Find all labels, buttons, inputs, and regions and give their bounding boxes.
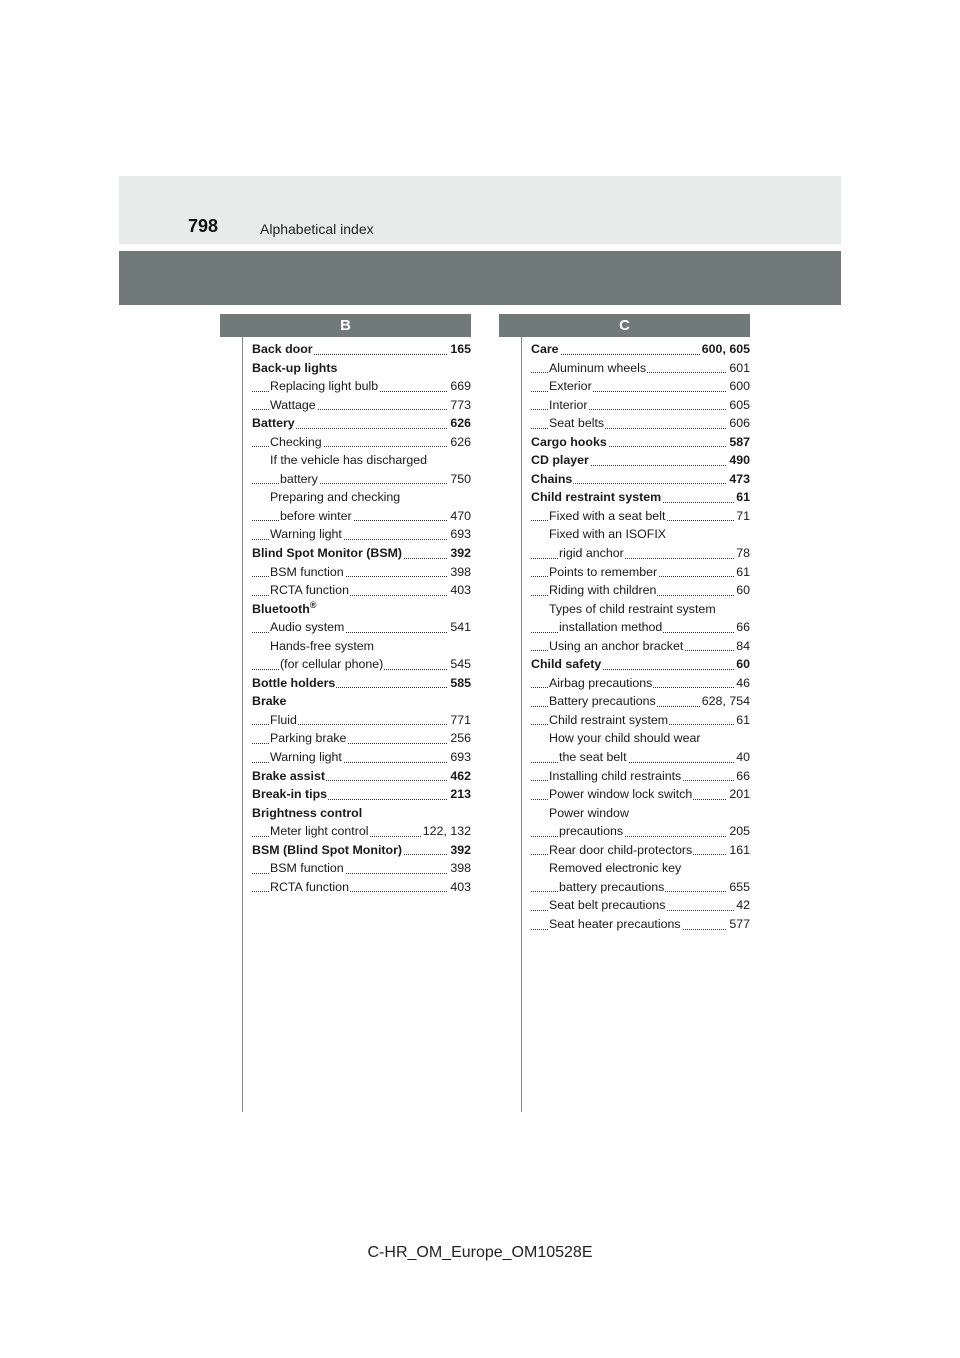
- page-reference[interactable]: 403: [448, 581, 471, 600]
- index-entry: [252, 451, 471, 470]
- page-reference[interactable]: 693: [448, 748, 471, 767]
- page-reference[interactable]: 605: [727, 396, 750, 415]
- page-reference[interactable]: 42: [734, 896, 750, 915]
- header-band: [119, 176, 841, 244]
- index-term: Break-in tips: [252, 787, 328, 802]
- index-entry: [531, 600, 750, 619]
- page-reference[interactable]: 71: [734, 507, 750, 526]
- index-entry: [252, 414, 471, 433]
- page-reference[interactable]: 40: [734, 748, 750, 767]
- page-reference[interactable]: 60: [734, 655, 750, 674]
- page-reference[interactable]: 398: [448, 859, 471, 878]
- index-term: Brake: [252, 694, 287, 709]
- index-entry: [531, 414, 750, 433]
- index-term: RCTA function: [270, 879, 349, 894]
- page-reference[interactable]: 600, 605: [700, 340, 750, 359]
- index-entry: [252, 396, 471, 415]
- index-entry: [531, 655, 750, 674]
- index-term: Brightness control: [252, 805, 363, 820]
- index-term: Points to remember: [549, 564, 658, 579]
- index-entry: [252, 804, 471, 823]
- index-term: RCTA function: [270, 583, 349, 598]
- page-reference[interactable]: 473: [727, 470, 750, 489]
- index-entry: [252, 674, 471, 693]
- index-term: Checking: [270, 434, 322, 449]
- page-reference[interactable]: 541: [448, 618, 471, 637]
- index-entry: [531, 340, 750, 359]
- page-reference[interactable]: 626: [448, 414, 471, 433]
- index-term: Fixed with a seat belt: [549, 508, 666, 523]
- index-term: Warning light: [270, 750, 342, 765]
- index-entry: [531, 525, 750, 544]
- index-entry: [531, 878, 750, 897]
- index-term: Seat belts: [549, 416, 605, 431]
- index-term: Installing child restraints: [549, 768, 682, 783]
- page-reference[interactable]: 84: [734, 637, 750, 656]
- page-reference[interactable]: 545: [448, 655, 471, 674]
- column-divider-b: [242, 337, 243, 1112]
- index-entry: [252, 655, 471, 674]
- index-term: Aluminum wheels: [549, 360, 647, 375]
- index-term: installation method: [559, 620, 663, 635]
- index-term: Rear door child-protectors: [549, 842, 693, 857]
- letter-tab-c: C: [499, 314, 750, 337]
- index-term: rigid anchor: [559, 546, 624, 561]
- index-entry: [531, 470, 750, 489]
- column-divider-c: [521, 337, 522, 1112]
- page-reference[interactable]: 256: [448, 729, 471, 748]
- index-term: Fluid: [270, 712, 297, 727]
- index-term: Riding with children: [549, 583, 657, 598]
- index-entry: [531, 637, 750, 656]
- index-term: Wattage: [270, 397, 316, 412]
- index-term: Types of child restraint system: [549, 601, 716, 616]
- index-entry: [531, 359, 750, 378]
- index-entry: [252, 525, 471, 544]
- page-reference[interactable]: 600: [727, 377, 750, 396]
- index-entry: [531, 711, 750, 730]
- index-entry: [252, 507, 471, 526]
- index-entry: [252, 637, 471, 656]
- index-entry: [252, 600, 471, 619]
- index-entry: [531, 507, 750, 526]
- index-entry: [252, 581, 471, 600]
- index-entry: [531, 729, 750, 748]
- page-reference[interactable]: 669: [448, 377, 471, 396]
- index-entry: [531, 896, 750, 915]
- index-term: BSM function: [270, 861, 344, 876]
- index-entry: [531, 785, 750, 804]
- page-reference[interactable]: 61: [734, 563, 750, 582]
- page-reference[interactable]: 201: [727, 785, 750, 804]
- index-entry: [531, 396, 750, 415]
- index-term-wrap: [252, 599, 317, 616]
- index-entry: [531, 748, 750, 767]
- page-reference[interactable]: 771: [448, 711, 471, 730]
- index-term: Child restraint system: [549, 712, 669, 727]
- index-entry: [531, 581, 750, 600]
- index-entry: [252, 488, 471, 507]
- index-term: Cargo hooks: [531, 434, 607, 449]
- index-term: Child safety: [531, 657, 602, 672]
- index-entry: [531, 544, 750, 563]
- index-entry: [531, 804, 750, 823]
- index-column-b: [252, 340, 471, 896]
- index-entry: [252, 711, 471, 730]
- index-entry: [252, 340, 471, 359]
- index-term: Battery: [252, 416, 295, 431]
- index-term: Chains: [531, 471, 573, 486]
- index-entry: [531, 377, 750, 396]
- registered-mark: ®: [309, 599, 317, 610]
- index-term: Replacing light bulb: [270, 379, 379, 394]
- page-reference[interactable]: 60: [734, 581, 750, 600]
- index-entry: [531, 859, 750, 878]
- index-term: Battery precautions: [549, 694, 656, 709]
- index-column-c: [531, 340, 750, 934]
- index-entry: [531, 433, 750, 452]
- page-reference[interactable]: 78: [734, 544, 750, 563]
- page-reference[interactable]: 577: [727, 915, 750, 934]
- index-term: Interior: [549, 397, 588, 412]
- page-reference[interactable]: 403: [448, 878, 471, 897]
- index-term: Hands-free system: [270, 638, 374, 653]
- index-entry: [252, 544, 471, 563]
- index-term: Audio system: [270, 620, 345, 635]
- page-reference[interactable]: 693: [448, 525, 471, 544]
- page-reference[interactable]: 213: [448, 785, 471, 804]
- index-term: battery: [280, 471, 318, 486]
- index-term: Power window: [549, 805, 629, 820]
- page-reference[interactable]: 392: [448, 841, 471, 860]
- index-term: Back door: [252, 342, 313, 356]
- page-reference[interactable]: 490: [727, 451, 750, 470]
- index-term: Seat belt precautions: [549, 898, 666, 913]
- page-reference[interactable]: 601: [727, 359, 750, 378]
- index-term: (for cellular phone): [280, 657, 384, 672]
- index-entry: [531, 451, 750, 470]
- index-entry: [252, 785, 471, 804]
- index-entry: [252, 841, 471, 860]
- page-reference[interactable]: 398: [448, 563, 471, 582]
- section-title: Alphabetical index: [260, 221, 374, 237]
- index-term: Meter light control: [270, 824, 369, 839]
- page-reference[interactable]: 628, 754: [700, 692, 750, 711]
- index-term: Brake assist: [252, 768, 326, 783]
- index-term: Bluetooth: [252, 601, 310, 616]
- index-term: Parking brake: [270, 731, 347, 746]
- page-reference[interactable]: 626: [448, 433, 471, 452]
- page-reference[interactable]: 587: [727, 433, 750, 452]
- page-reference[interactable]: 606: [727, 414, 750, 433]
- index-term: How your child should wear: [549, 731, 701, 746]
- page-reference[interactable]: 773: [448, 396, 471, 415]
- index-entry: [252, 359, 471, 378]
- index-entry: [252, 563, 471, 582]
- index-term: battery precautions: [559, 879, 665, 894]
- index-term: Back-up lights: [252, 360, 338, 375]
- index-entry: [252, 433, 471, 452]
- index-entry: [531, 674, 750, 693]
- page-reference[interactable]: 161: [727, 841, 750, 860]
- index-entry: [252, 377, 471, 396]
- index-entry: [252, 729, 471, 748]
- index-entry: [252, 470, 471, 489]
- index-term: Care: [531, 342, 559, 356]
- page-reference[interactable]: 462: [448, 767, 471, 786]
- index-entry: [252, 748, 471, 767]
- index-term: Bottle holders: [252, 675, 336, 690]
- header-dark-band: [119, 251, 841, 305]
- index-entry: [531, 618, 750, 637]
- index-entry: [531, 563, 750, 582]
- index-entry: [531, 822, 750, 841]
- index-term: Airbag precautions: [549, 675, 653, 690]
- index-term: Preparing and checking: [270, 490, 401, 505]
- index-entry: [252, 692, 471, 711]
- document-id: C-HR_OM_Europe_OM10528E: [367, 1244, 593, 1261]
- index-entry: [531, 915, 750, 934]
- index-entry: [252, 822, 471, 841]
- index-term: BSM (Blind Spot Monitor): [252, 842, 403, 857]
- letter-tab-b: B: [220, 314, 471, 337]
- index-entry: [252, 618, 471, 637]
- index-term: CD player: [531, 453, 589, 468]
- index-term: precautions: [559, 824, 624, 839]
- index-term: BSM function: [270, 564, 344, 579]
- index-term: Exterior: [549, 379, 592, 394]
- page-reference[interactable]: 655: [727, 878, 750, 897]
- index-term: Using an anchor bracket: [549, 638, 684, 653]
- index-term: If the vehicle has discharged: [270, 453, 428, 468]
- page-reference[interactable]: 165: [448, 340, 471, 359]
- index-term: before winter: [280, 508, 352, 523]
- index-term: Removed electronic key: [549, 861, 682, 876]
- page-reference[interactable]: 61: [734, 488, 750, 507]
- index-term: Seat heater precautions: [549, 916, 681, 931]
- page-reference[interactable]: 470: [448, 507, 471, 526]
- index-entry: [531, 767, 750, 786]
- page-reference[interactable]: 66: [734, 618, 750, 637]
- page-reference[interactable]: 392: [448, 544, 471, 563]
- page-reference[interactable]: 585: [448, 674, 471, 693]
- index-term: the seat belt: [559, 750, 627, 765]
- index-term: Power window lock switch: [549, 787, 693, 802]
- page-reference[interactable]: 122, 132: [421, 822, 471, 841]
- page-reference[interactable]: 750: [448, 470, 471, 489]
- page-reference[interactable]: 66: [734, 767, 750, 786]
- index-entry: [531, 692, 750, 711]
- page-reference[interactable]: 205: [727, 822, 750, 841]
- index-entry: [531, 488, 750, 507]
- index-entry: [252, 878, 471, 897]
- page-reference[interactable]: 46: [734, 674, 750, 693]
- page-number: 798: [188, 216, 219, 236]
- index-term: Blind Spot Monitor (BSM): [252, 546, 403, 561]
- index-term: Fixed with an ISOFIX: [549, 527, 667, 542]
- index-entry: [252, 859, 471, 878]
- index-term: Warning light: [270, 527, 342, 542]
- index-term: Child restraint system: [531, 490, 662, 505]
- index-entry: [531, 841, 750, 860]
- page-reference[interactable]: 61: [734, 711, 750, 730]
- index-entry: [252, 767, 471, 786]
